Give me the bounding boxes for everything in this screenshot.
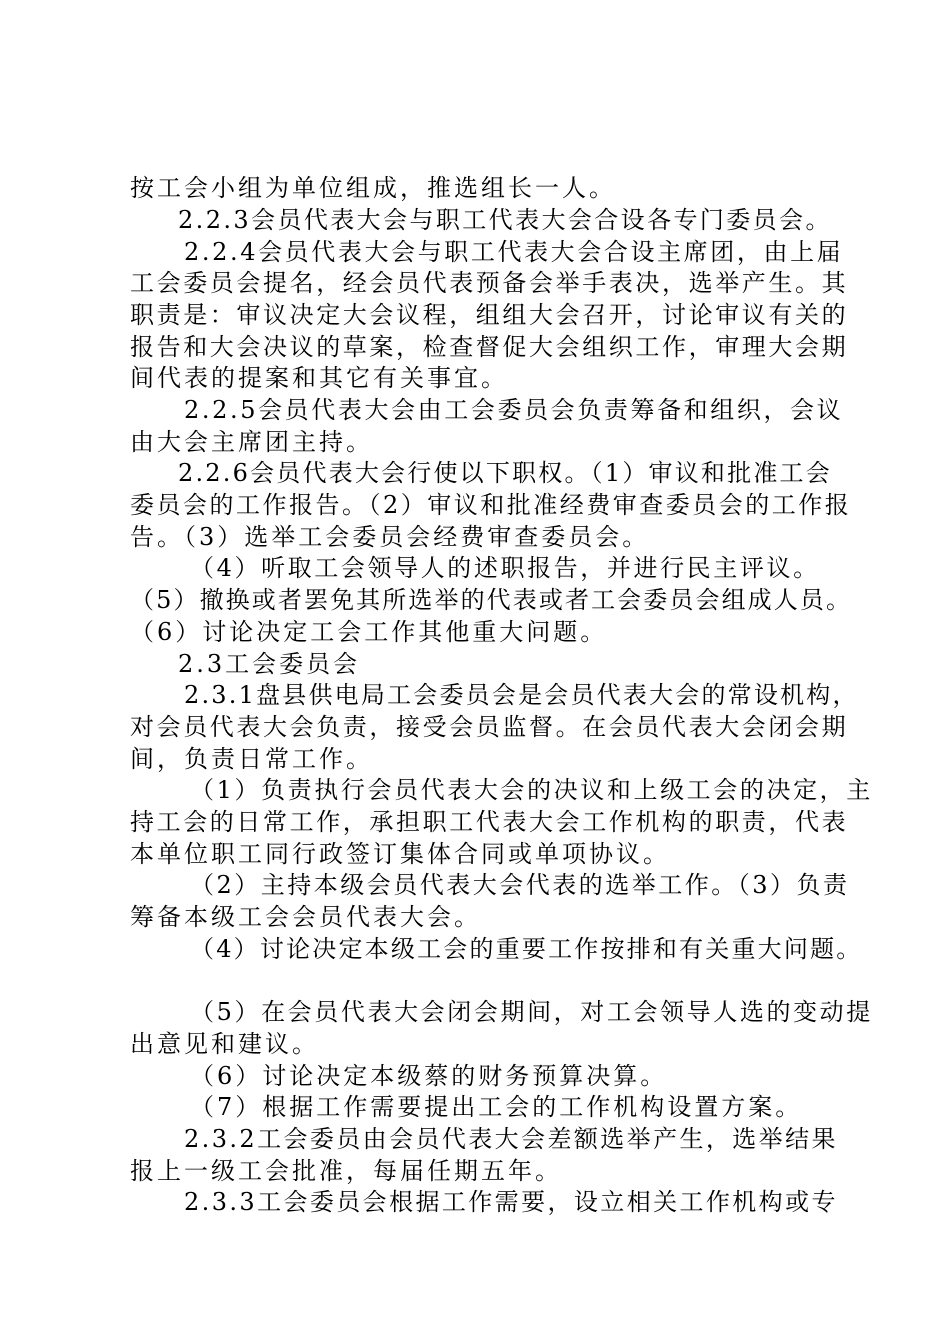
text-line: （7）根据工作需要提出工会的工作机构设置方案。 [190,1093,803,1121]
text-line: （5）撤换或者罢免其所选举的代表或者工会委员会组成人员。 [130,586,853,614]
text-line: 2.3工会委员会 [178,650,361,678]
text-line: 2.2.3会员代表大会与职工代表大会合设各专门委员会。 [178,206,832,234]
text-line: 2.3.3工会委员会根据工作需要，设立相关工作机构或专 [184,1188,838,1216]
text-line: 2.2.4会员代表大会与职工代表大会合设主席团，由上届 [184,238,844,266]
text-line: 出意见和建议。 [130,1030,319,1058]
text-line: （4）听取工会领导人的述职报告，并进行民主评议。 [190,554,820,582]
text-line: 告。（3）选举工会委员会经费审查委员会。 [130,523,650,551]
text-line: 报告和大会决议的草案，检查督促大会组织工作，审理大会期 [130,333,849,361]
text-line: 筹备本级工会会员代表大会。 [130,903,481,931]
text-line: 2.3.1盘县供电局工会委员会是会员代表大会的常设机构， [184,681,859,709]
text-line: 工会委员会提名，经会员代表预备会举手表决，选举产生。其 [130,269,849,297]
text-line: 由大会主席团主持。 [130,428,373,456]
text-line: 本单位职工同行政签订集体合同或单项协议。 [130,840,670,868]
text-line: 间代表的提案和其它有关事宜。 [130,364,508,392]
text-line: （5）在会员代表大会闭会期间，对工会领导人选的变动提 [190,998,873,1026]
text-line: 报上一级工会批准，每届任期五年。 [130,1157,562,1185]
text-line: 职责是：审议决定大会议程，组组大会召开，讨论审议有关的 [130,301,849,329]
text-line: 持工会的日常工作，承担职工代表大会工作机构的职责，代表 [130,808,849,836]
text-line: 委员会的工作报告。（2）审议和批准经费审查委员会的工作报 [130,491,852,519]
text-line: （4）讨论决定本级工会的重要工作按排和有关重大问题。 [190,935,863,963]
text-line: 按工会小组为单位组成，推选组长一人。 [130,174,616,202]
text-line: 对会员代表大会负责，接受会员监督。在会员代表大会闭会期 [130,713,849,741]
text-line: （6）讨论决定本级蔡的财务预算决算。 [190,1062,668,1090]
text-line: 间，负责日常工作。 [130,745,373,773]
text-line: （2）主持本级会员代表大会代表的选举工作。（3）负责 [190,871,850,899]
text-line: （6）讨论决定工会工作其他重大问题。 [130,618,608,646]
text-line: 2.3.2工会委员由会员代表大会差额选举产生，选举结果 [184,1125,838,1153]
text-line: 2.2.6会员代表大会行使以下职权。（1）审议和批准工会 [178,459,832,487]
text-line: （1）负责执行会员代表大会的决议和上级工会的决定，主 [190,776,873,804]
text-line: 2.2.5会员代表大会由工会委员会负责筹备和组织，会议 [184,396,844,424]
